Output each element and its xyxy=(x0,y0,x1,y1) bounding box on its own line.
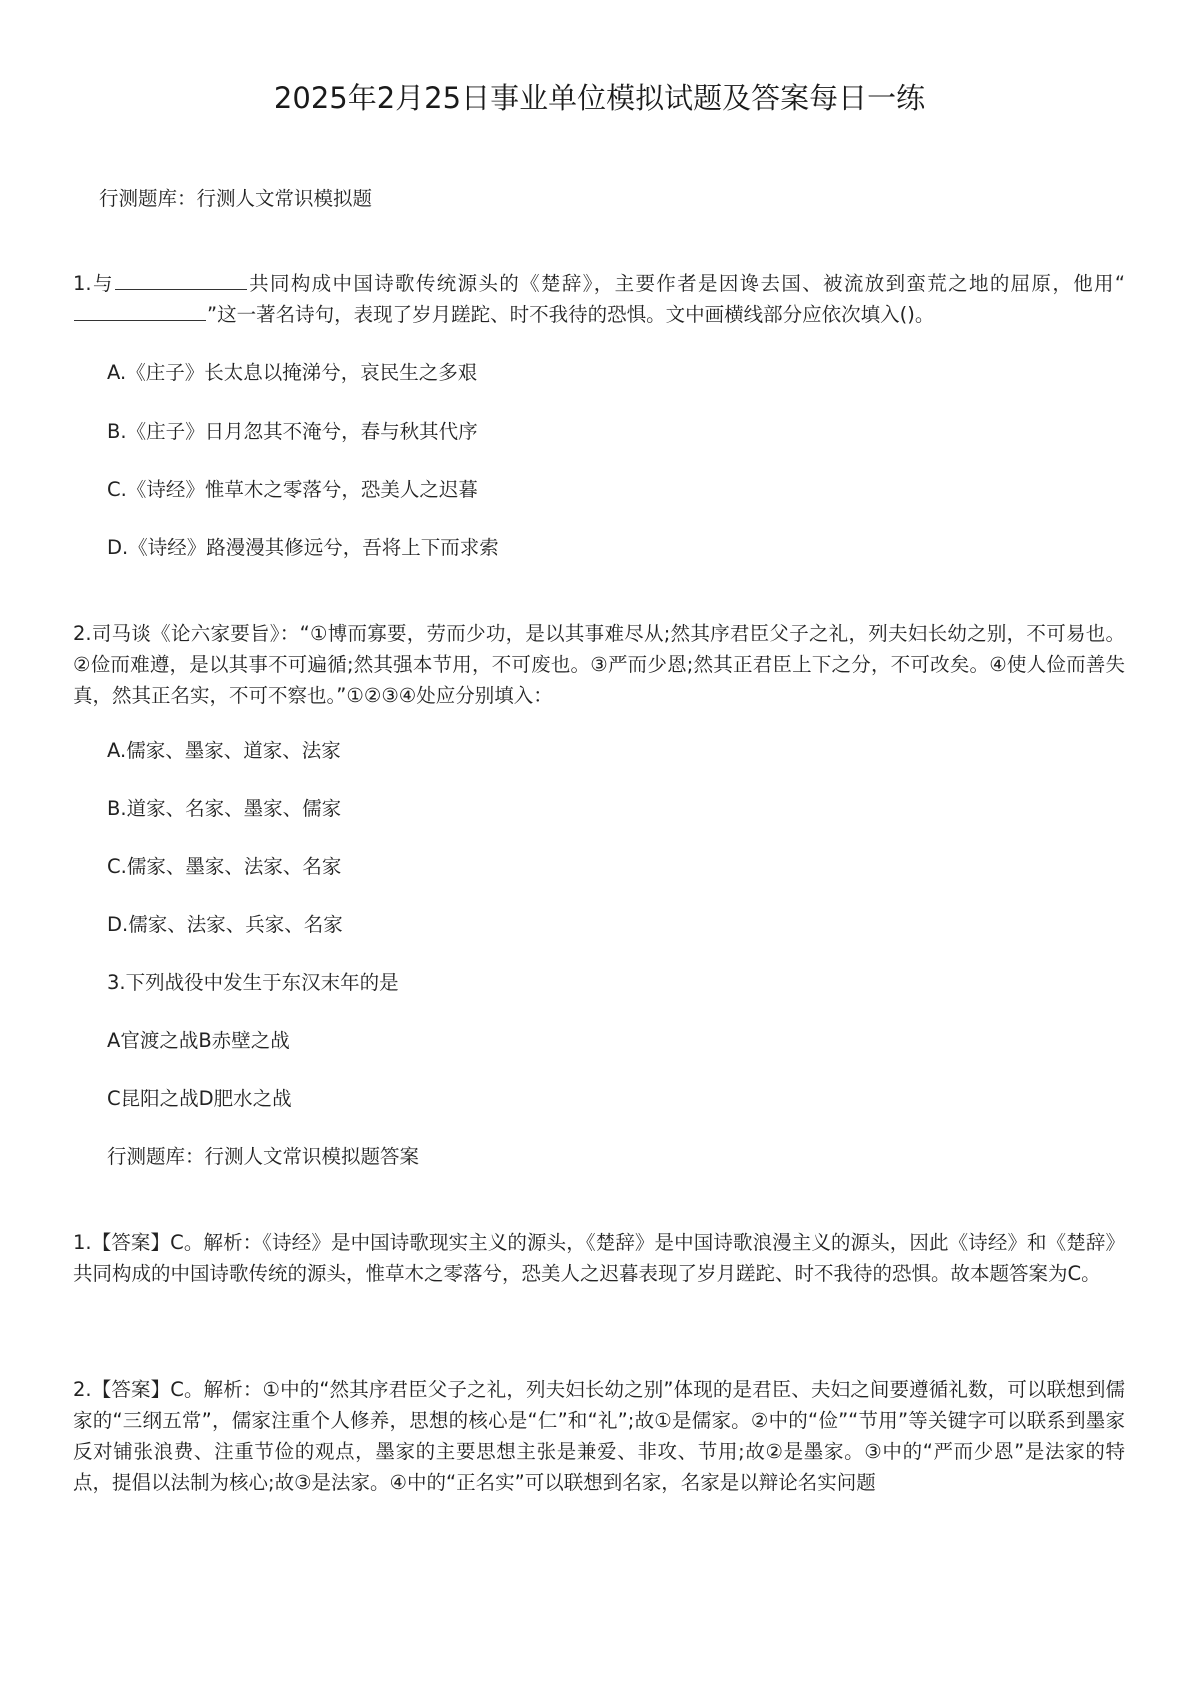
question-1-option-c: C.《诗经》惟草木之零落兮，恐美人之迟暮 xyxy=(107,478,478,501)
page-title: 2025年2月25日事业单位模拟试题及答案每日一练 xyxy=(273,81,926,115)
question-1-text-a: 1.与 xyxy=(73,272,114,295)
question-1-option-a: A.《庄子》长太息以掩涕兮，哀民生之多艰 xyxy=(107,361,478,384)
question-1 xyxy=(73,268,1125,330)
question-1-text-b: 共同构成中国诗歌传统源头的《楚辞》，主要作者是因谗去国、被流放到蛮荒之地的屈原，他用“ xyxy=(247,272,1125,295)
fill-blank-1 xyxy=(115,288,247,290)
question-2-option-b: B.道家、名家、墨家、儒家 xyxy=(107,797,342,820)
question-2-option-d: D.儒家、法家、兵家、名家 xyxy=(107,913,343,936)
question-1-text-c: ”这一著名诗句，表现了岁月蹉跎、时不我待的恐惧。文中画横线部分应依次填入()。 xyxy=(207,303,935,326)
question-2-option-a: A.儒家、墨家、道家、法家 xyxy=(107,739,341,762)
answer-2: 2.【答案】C。解析：①中的“然其序君臣父子之礼，列夫妇长幼之别”体现的是君臣、夫妇之间要遵循礼数，可以联想到儒家的“三纲五常”，儒家注重个人修养，思想的核心是“仁”和“礼”;故①是儒家。②中的“俭”“节用”等关键字可以联系到墨家反对铺张浪费、注重节俭的观点，墨家的主要思想主张是兼爱、非攻、节用;故②是墨家。③中的“严而少恩”是法家的特点，提倡以法制为核心;故③是法家。④中的“正名实”可以联想到名家，名家是以辩论名实问题 xyxy=(73,1378,1125,1494)
question-1-option-b: B.《庄子》日月忽其不淹兮，春与秋其代序 xyxy=(107,420,478,443)
answer-bank-label: 行测题库：行测人文常识模拟题答案 xyxy=(107,1145,420,1168)
question-1-option-d: D.《诗经》路漫漫其修远兮，吾将上下而求索 xyxy=(107,536,499,559)
answer-1: 1.【答案】C。解析：《诗经》是中国诗歌现实主义的源头，《楚辞》是中国诗歌浪漫主义的源头，因此《诗经》和《楚辞》共同构成的中国诗歌传统的源头，惟草木之零落兮，恐美人之迟暮表现了岁月蹉跎、时不我待的恐惧。故本题答案为C。 xyxy=(73,1231,1125,1285)
question-3-options-cd: C昆阳之战D肥水之战 xyxy=(107,1087,292,1110)
fill-blank-2 xyxy=(74,319,206,321)
question-3-options-ab: A官渡之战B赤壁之战 xyxy=(107,1029,290,1052)
question-3: 3.下列战役中发生于东汉末年的是 xyxy=(107,971,399,994)
question-2: 2.司马谈《论六家要旨》：“①博而寡要，劳而少功，是以其事难尽从;然其序君臣父子之礼，列夫妇长幼之别，不可易也。②俭而难遵，是以其事不可遍循;然其强本节用，不可废也。③严而少恩;然其正君臣上下之分，不可改矣。④使人俭而善失真，然其正名实，不可不察也。”①②③④处应分别填入： xyxy=(73,622,1125,707)
question-bank-label: 行测题库：行测人文常识模拟题 xyxy=(99,187,373,210)
question-2-option-c: C.儒家、墨家、法家、名家 xyxy=(107,855,342,878)
